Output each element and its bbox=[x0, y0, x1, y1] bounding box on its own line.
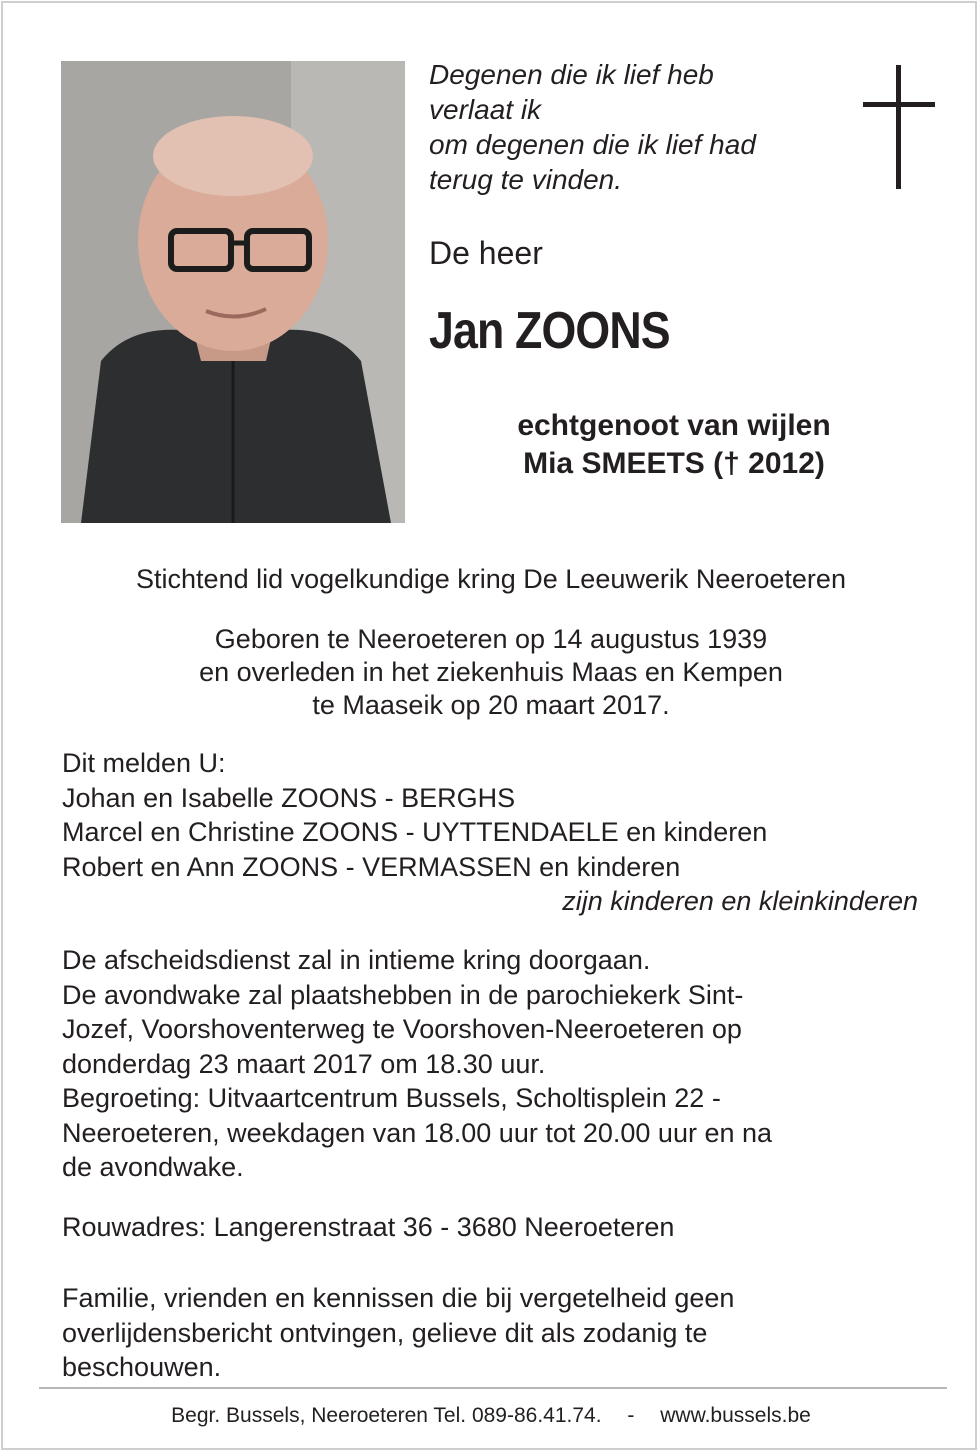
undertaker-info: Begr. Bussels, Neeroeteren Tel. 089-86.41.74. bbox=[171, 1404, 602, 1427]
family-line: Marcel en Christine ZOONS - UYTTENDAELE en kinderen bbox=[62, 817, 768, 847]
notice-line: Familie, vrienden en kennissen die bij vergetelheid geen bbox=[62, 1283, 735, 1313]
service-line: De avondwake zal plaatshebben in de parochiekerk Sint- bbox=[62, 979, 744, 1010]
birth-death-info bbox=[43, 623, 939, 722]
service-line: Begroeting: Uitvaartcentrum Bussels, Scholtisplein 22 - bbox=[62, 1083, 721, 1113]
announcers-intro: Dit melden U: bbox=[62, 748, 226, 778]
service-line: De afscheidsdienst zal in intieme kring doorgaan. bbox=[62, 945, 651, 975]
birth-death-line: en overleden in het ziekenhuis Maas en Kempen bbox=[199, 657, 783, 687]
footer bbox=[3, 1404, 979, 1428]
role-line: Stichtend lid vogelkundige kring De Leeuwerik Neeroeteren bbox=[136, 564, 846, 594]
poem-line: verlaat ik bbox=[429, 94, 542, 125]
family-line: Robert en Ann ZOONS - VERMASSEN en kinderen bbox=[62, 851, 681, 882]
service-line: donderdag 23 maart 2017 om 18.30 uur. bbox=[62, 1048, 546, 1079]
deceased-name: Jan ZOONS bbox=[429, 302, 670, 360]
notice-line: beschouwen. bbox=[62, 1352, 222, 1382]
poem-line: om degenen die ik lief had bbox=[429, 129, 756, 160]
service-info bbox=[62, 943, 932, 1185]
birth-death-line: Geboren te Neeroeteren op 14 augustus 1939 bbox=[214, 624, 768, 654]
footer-separator: - bbox=[627, 1404, 635, 1427]
cross-icon bbox=[861, 65, 937, 191]
announcers bbox=[62, 746, 932, 919]
spouse-line: echtgenoot van wijlen bbox=[517, 409, 831, 442]
website-link[interactable]: www.bussels.be bbox=[660, 1404, 811, 1427]
spouse-info bbox=[423, 407, 925, 483]
notice-line: overlijdensbericht ontvingen, gelieve dit als zodanig te bbox=[62, 1317, 708, 1348]
service-line: Jozef, Voorshoventerweg te Voorshoven-Neeroeteren op bbox=[62, 1014, 742, 1044]
spouse-line: Mia SMEETS († 2012) bbox=[523, 447, 825, 480]
poem-line: terug te vinden. bbox=[429, 164, 623, 195]
service-line: de avondwake. bbox=[62, 1152, 244, 1182]
poem bbox=[429, 57, 756, 197]
service-line: Neeroeteren, weekdagen van 18.00 uur tot 20.00 uur en na bbox=[62, 1117, 773, 1148]
salutation: De heer bbox=[429, 235, 543, 271]
poem-line: Degenen die ik lief heb bbox=[429, 59, 714, 90]
footer-divider bbox=[39, 1387, 947, 1389]
memorial-card bbox=[1, 1, 977, 1450]
relation-line: zijn kinderen en kleinkinderen bbox=[562, 886, 918, 916]
portrait-image bbox=[61, 61, 405, 523]
mourning-address: Rouwadres: Langerenstraat 36 - 3680 Neeroeteren bbox=[62, 1212, 675, 1242]
notice bbox=[62, 1281, 932, 1385]
birth-death-line: te Maaseik op 20 maart 2017. bbox=[312, 690, 670, 720]
family-line: Johan en Isabelle ZOONS - BERGHS bbox=[62, 782, 516, 813]
portrait-photo bbox=[61, 61, 405, 523]
